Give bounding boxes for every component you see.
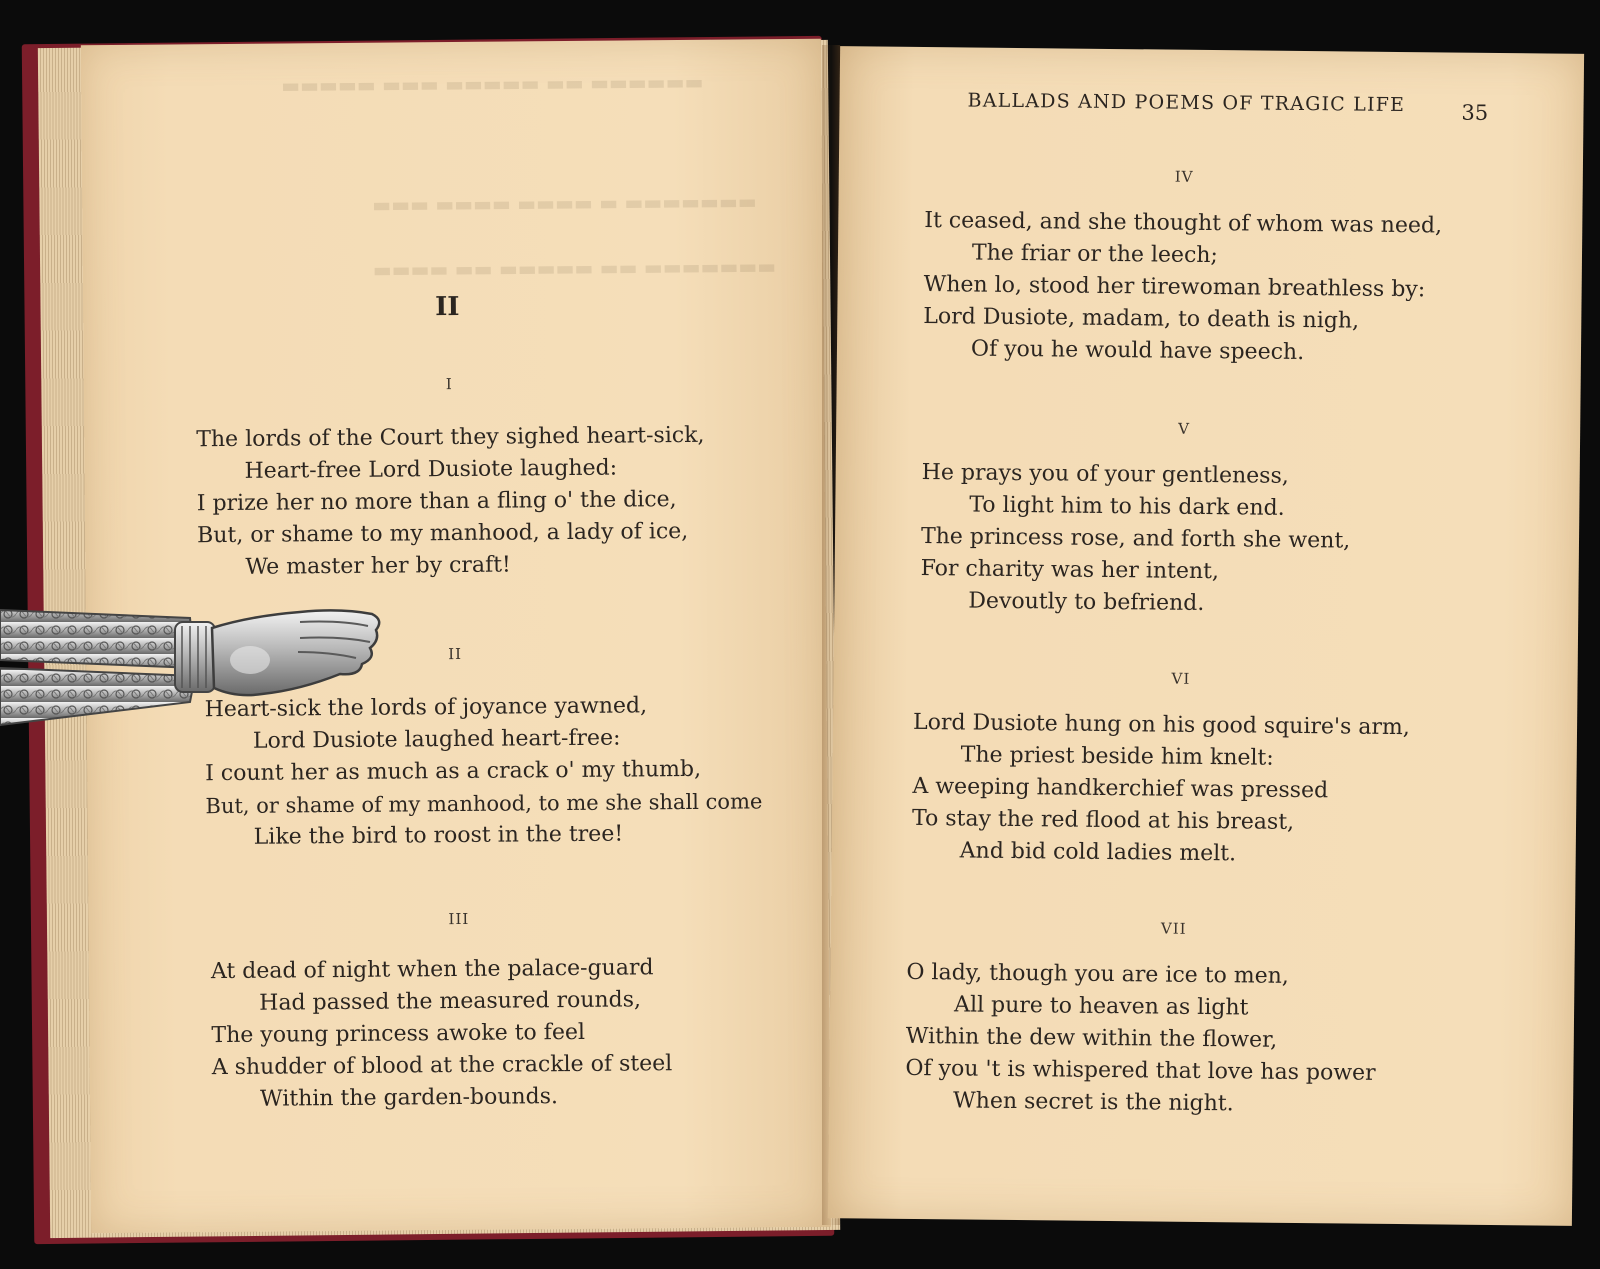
stanza-vi (912, 707, 1410, 872)
running-head: BALLADS AND POEMS OF TRAGIC LIFE (967, 89, 1406, 117)
verse-line: And bid cold ladies melt. (959, 838, 1237, 867)
verse-line: The princess rose, and forth she went, (920, 524, 1351, 554)
verse-line: It ceased, and she thought of whom was need, (924, 208, 1443, 239)
verse-line: At dead of night when the palace-guard (210, 955, 654, 985)
verse-line: The lords of the Court they sighed heart-sick, (196, 422, 705, 453)
verse-line: The friar or the leech; (971, 240, 1219, 269)
verse-line: I count her as much as a crack o' my thumb, (205, 756, 702, 787)
stanza-numeral-iv: IV (1174, 167, 1194, 186)
stanza-iii (211, 952, 673, 1116)
silver-hand-book-clip-icon (0, 590, 400, 740)
show-through-text: ▬▬▬▬ ▬▬ ▬▬▬▬▬ ▬▬ ▬▬▬▬▬▬▬ (372, 254, 777, 282)
stanza-numeral-i: I (445, 375, 453, 394)
show-through-text: ▬▬▬▬▬ ▬▬▬ ▬▬▬▬▬ ▬▬ ▬▬▬▬▬▬ (281, 69, 704, 98)
verse-line: Within the dew within the flower, (905, 1023, 1278, 1053)
stanza-numeral-vi: VI (1171, 669, 1191, 688)
verse-line: Within the garden-bounds. (259, 1084, 559, 1112)
verse-line: Of you he would have speech. (970, 336, 1305, 366)
stanza-i (196, 420, 706, 584)
verse-line: We master her by craft! (245, 552, 511, 580)
verse-line: The priest beside him knelt: (960, 742, 1274, 771)
verse-line: Lord Dusiote hung on his good squire's arm, (912, 709, 1410, 741)
verse-line: To stay the red flood at his breast, (911, 805, 1295, 835)
verse-line: Lord Dusiote laughed heart-free: (252, 725, 621, 754)
stanza-numeral-ii: II (448, 644, 463, 664)
show-through-text: ▬▬▬ ▬▬▬▬ ▬▬▬▬ ▬ ▬▬▬▬▬▬▬ (372, 189, 757, 217)
verse-line: Of you 't is whispered that love has power (905, 1055, 1376, 1086)
verse-line: A shudder of blood at the crackle of steel (211, 1051, 673, 1081)
verse-line: Had passed the measured rounds, (259, 987, 642, 1016)
verse-line: For charity was her intent, (920, 556, 1220, 585)
stanza-v (920, 457, 1351, 621)
verse-line: When lo, stood her tirewoman breathless by: (923, 272, 1426, 303)
verse-line: The young princess awoke to feel (211, 1019, 586, 1049)
stanza-vii (905, 957, 1377, 1122)
stanza-numeral-iii: III (448, 909, 470, 929)
verse-line: All pure to heaven as light (953, 992, 1249, 1021)
verse-line: I prize her no more than a fling o' the dice, (196, 487, 677, 517)
verse-line: When secret is the night. (952, 1088, 1234, 1117)
verse-line: Heart-sick the lords of joyance yawned, (204, 693, 648, 723)
stanza-iv (923, 205, 1442, 370)
right-page (828, 46, 1584, 1226)
page-number: 35 (1461, 100, 1489, 125)
verse-line: Lord Dusiote, madam, to death is nigh, (923, 304, 1360, 334)
verse-line: He prays you of your gentleness, (921, 460, 1289, 489)
verse-line: But, or shame of my manhood, to me she shall come (205, 789, 763, 819)
verse-line: To light him to his dark end. (969, 492, 1285, 521)
stanza-numeral-v: V (1178, 419, 1191, 438)
verse-line: O lady, though you are ice to men, (906, 959, 1289, 989)
verse-line: Heart-free Lord Dusiote laughed: (244, 455, 618, 484)
verse-line: Like the bird to roost in the tree! (253, 821, 624, 850)
stanza-numeral-vii: VII (1160, 919, 1187, 938)
part-heading: II (434, 291, 460, 323)
verse-line: Devoutly to befriend. (968, 588, 1205, 616)
verse-line: But, or shame to my manhood, a lady of ice, (197, 518, 689, 549)
verse-line: A weeping handkerchief was pressed (912, 773, 1329, 804)
